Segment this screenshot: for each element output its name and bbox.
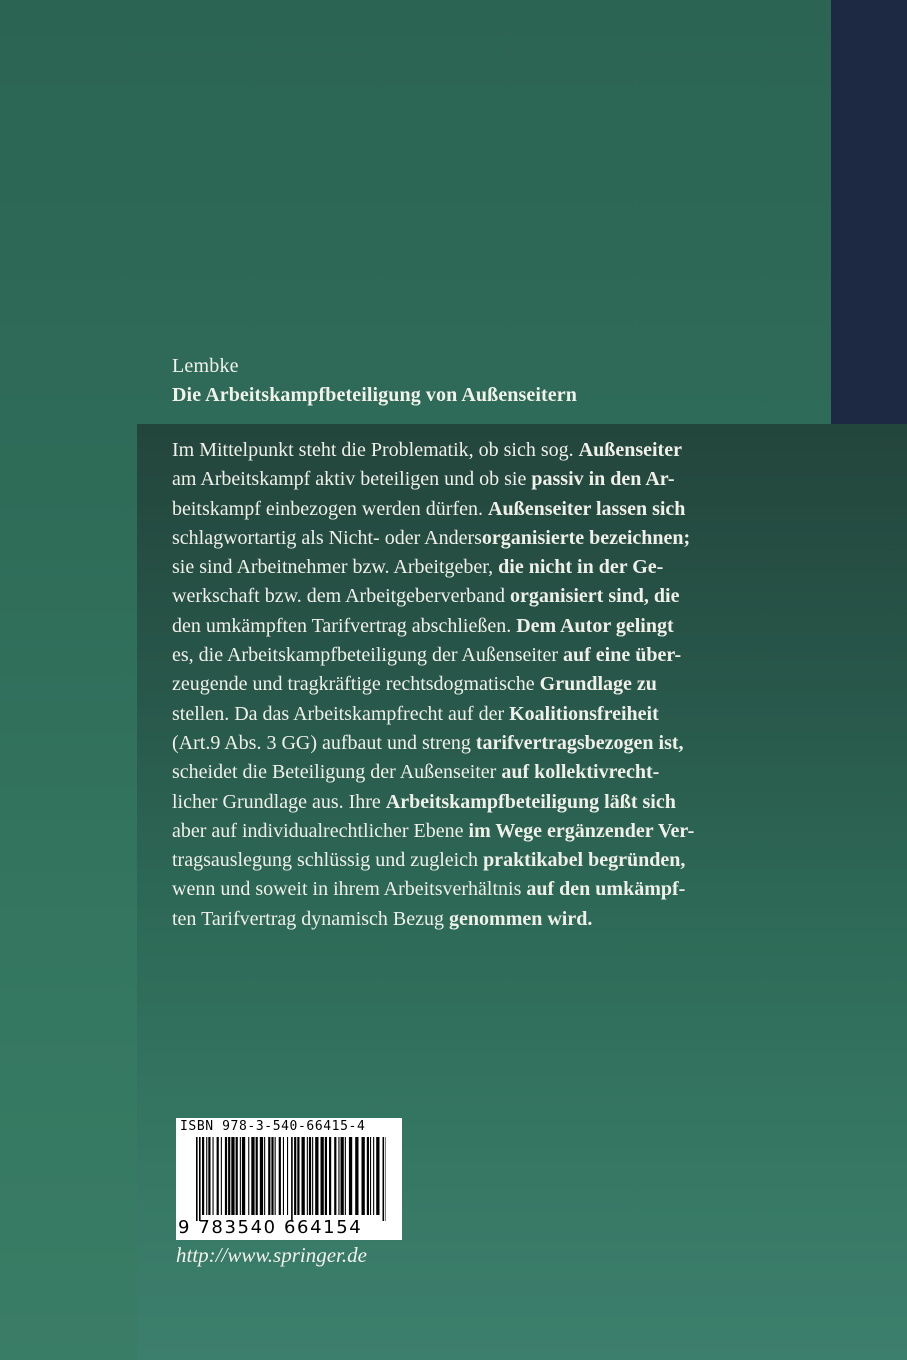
barcode-bar	[213, 1137, 214, 1215]
blurb-run: schlagwortartig als Nicht- oder Anders	[172, 526, 482, 549]
barcode-bar	[325, 1137, 327, 1215]
blurb-bold-run: im Wege ergänzender Ver-	[468, 819, 695, 842]
barcode-bar	[268, 1137, 270, 1215]
blurb-run: tragsauslegung schlüssig und zugleich	[172, 849, 484, 872]
barcode-bar	[297, 1137, 299, 1215]
barcode-bar	[373, 1137, 374, 1215]
author-name: Lembke	[172, 355, 239, 377]
isbn-barcode	[176, 1118, 402, 1240]
blurb-bold-run: Koalitionsfreiheit	[509, 702, 659, 725]
blurb-line	[172, 612, 772, 641]
barcode-bar	[221, 1137, 222, 1215]
blurb-bold-run: Grundlage zu	[539, 673, 657, 696]
book-header	[172, 352, 577, 410]
blurb-run: es, die Arbeitskampfbeteiligung der Außenseiter	[172, 644, 564, 667]
barcode-bar	[362, 1137, 365, 1215]
blurb-line	[172, 553, 772, 582]
blurb-line	[172, 465, 772, 494]
blurb-run: (Art.9 Abs. 3 GG) aufbaut und streng	[172, 731, 476, 754]
blurb-run: den umkämpften Tarifvertrag abschließen.	[172, 614, 517, 637]
blurb-line	[172, 582, 772, 611]
barcode-bar	[260, 1137, 263, 1215]
blurb-line	[172, 788, 772, 817]
blurb-line	[172, 700, 772, 729]
blurb-run: scheidet die Beteiligung der Außenseiter	[172, 761, 502, 784]
barcode-bar	[287, 1137, 288, 1215]
blurb-bold-run: praktikabel begründen,	[483, 849, 686, 872]
blurb-line	[172, 758, 772, 787]
barcode-bar	[307, 1137, 308, 1215]
barcode-bar	[264, 1137, 265, 1215]
blurb-line	[172, 641, 772, 670]
blurb-line	[172, 670, 772, 699]
barcode-bar	[302, 1137, 305, 1215]
blurb-bold-run: Außenseiter lassen sich	[488, 497, 686, 520]
barcode-bar	[240, 1137, 241, 1215]
publisher-url[interactable]: http://www.springer.de	[176, 1243, 367, 1267]
barcode-bar	[291, 1137, 293, 1221]
barcode-bar	[279, 1137, 281, 1215]
blurb-bold-run: Außenseiter	[578, 439, 682, 461]
barcode-bar	[376, 1137, 379, 1215]
blurb-run: aber auf individualrechtlicher Ebene	[172, 819, 469, 842]
barcode-bar	[312, 1137, 313, 1215]
barcode-bar	[228, 1137, 230, 1215]
blurb-bold-run: auf eine über-	[563, 644, 682, 667]
blurb-line	[172, 817, 772, 846]
blurb-run: am Arbeitskampf aktiv beteiligen und ob sie	[172, 468, 532, 491]
blurb-bold-run: tarifvertragsbezogen ist,	[475, 731, 684, 754]
barcode-bar	[202, 1137, 204, 1215]
barcode-bar	[341, 1137, 344, 1215]
barcode-bar	[329, 1137, 331, 1215]
barcode-bar	[256, 1137, 258, 1215]
barcode-bar	[321, 1137, 324, 1215]
blurb-run: wenn und soweit in ihrem Arbeitsverhältnis	[172, 878, 527, 901]
blurb-line	[172, 846, 772, 875]
isbn-label: ISBN 978-3-540-66415-4	[180, 1119, 366, 1134]
blurb-line	[172, 495, 772, 524]
barcode-bar	[370, 1137, 371, 1215]
blurb-bold-run: auf den umkämpf-	[526, 878, 686, 901]
barcode-bar	[334, 1137, 336, 1215]
barcode-bars	[196, 1137, 386, 1221]
barcode-bar	[355, 1137, 358, 1215]
blurb-run: ten Tarifvertrag dynamisch Bezug	[172, 907, 450, 930]
blurb-line	[172, 905, 772, 934]
blurb-run: Im Mittelpunkt steht die Problematik, ob sich sog.	[172, 439, 579, 461]
barcode-bar	[199, 1137, 201, 1221]
barcode-bar	[208, 1137, 210, 1215]
barcode-bar	[309, 1137, 311, 1215]
barcode-bar	[386, 1137, 387, 1221]
blurb-run: zeugende und tragkräftige rechtsdogmatische	[172, 673, 540, 696]
blurb-run: werkschaft bzw. dem Arbeitgeberverband	[172, 585, 511, 608]
blurb-line	[172, 436, 772, 465]
blurb-bold-run: Dem Autor gelingt	[516, 614, 674, 637]
barcode-bar	[367, 1137, 369, 1215]
barcode-bar	[383, 1137, 385, 1221]
blurb-line	[172, 729, 772, 758]
blurb-run: stellen. Da das Arbeitskampfrecht auf der	[172, 702, 510, 725]
barcode-bar	[231, 1137, 234, 1215]
blurb-bold-run: die nicht in der Ge-	[498, 556, 664, 579]
blurb-bold-run: organisierte bezeichnen;	[481, 526, 691, 549]
book-title: Die Arbeitskampfbeteiligung von Außenseitern	[172, 384, 577, 406]
barcode-bar	[251, 1137, 254, 1215]
blurb-bold-run: Arbeitskampfbeteiligung läßt sich	[385, 790, 676, 813]
barcode-bar	[345, 1137, 346, 1215]
barcode-bar	[242, 1137, 245, 1215]
blurb-bold-run: genommen wird.	[449, 907, 593, 930]
barcode-bar	[217, 1137, 219, 1215]
blurb-run: licher Grundlage aus. Ihre	[172, 790, 386, 813]
barcode-bar	[349, 1137, 352, 1215]
blurb-line	[172, 875, 772, 904]
barcode-bar	[206, 1137, 207, 1215]
barcode-bar	[294, 1137, 296, 1215]
barcode-bar	[225, 1137, 227, 1215]
barcode-bar	[338, 1137, 339, 1215]
blurb-line	[172, 524, 772, 553]
barcode-digits: 9 783540 664154	[178, 1217, 363, 1238]
blurb-bold-run: auf kollektivrecht-	[501, 761, 660, 784]
barcode-bar	[248, 1137, 249, 1215]
blurb-run: beitskampf einbezogen werden dürfen.	[172, 497, 488, 520]
blurb-text	[172, 436, 772, 934]
barcode-bar	[283, 1137, 284, 1215]
barcode-bar	[271, 1137, 273, 1215]
blurb-bold-run: passiv in den Ar-	[531, 468, 675, 491]
blurb-bold-run: organisiert sind, die	[510, 585, 680, 608]
barcode-bar	[315, 1137, 318, 1215]
barcode-bar	[236, 1137, 238, 1215]
barcode-bar	[196, 1137, 198, 1221]
barcode-bar	[275, 1137, 276, 1215]
blurb-run: sie sind Arbeitnehmer bzw. Arbeitgeber,	[172, 556, 499, 579]
